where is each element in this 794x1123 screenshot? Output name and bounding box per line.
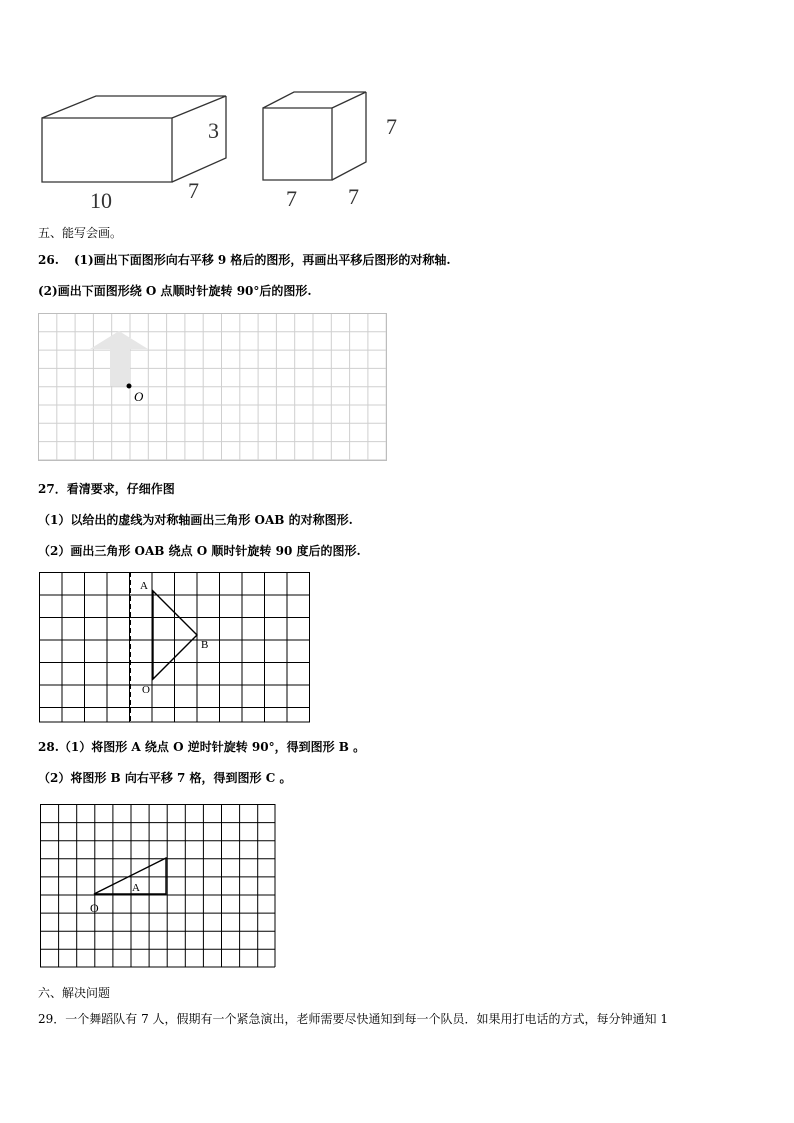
cuboid-figure-1 (36, 90, 236, 220)
box1-height-label: 3 (208, 118, 219, 143)
box2-height-label: 7 (386, 114, 397, 139)
q28-part1: 28.（1）将图形 A 绕点 O 逆时针旋转 90°，得到图形 B 。 (38, 740, 366, 754)
arrow-shape (90, 331, 148, 386)
q26-part1: (1)画出下面图形向右平移 9 格后的图形，再画出平移后图形的对称轴. (74, 253, 451, 267)
q26-grid (38, 313, 390, 463)
label-a: A (140, 580, 148, 592)
box2-length-label: 7 (286, 186, 297, 211)
box1-width-label: 7 (188, 178, 199, 203)
label-b: B (201, 639, 209, 651)
point-o (127, 384, 132, 389)
q28-part2: （2）将图形 B 向右平移 7 格，得到图形 C 。 (38, 771, 292, 785)
point-o-label: O (134, 389, 144, 404)
triangle-a (94, 858, 166, 894)
q26-number: 26. (38, 253, 59, 267)
box2-width-label: 7 (348, 184, 359, 209)
q27-part2: （2）画出三角形 OAB 绕点 O 顺时针旋转 90 度后的图形. (38, 544, 361, 558)
q27-part1: （1）以给出的虚线为对称轴画出三角形 OAB 的对称图形. (38, 513, 353, 527)
q27-grid (39, 572, 313, 724)
section6-title: 六、解决问题 (38, 986, 111, 1000)
box1-length-label: 10 (90, 188, 112, 213)
label-a: A (132, 882, 140, 894)
q29-text: 29．一个舞蹈队有 7 人，假期有一个紧急演出，老师需要尽快通知到每一个队员．如果用打电话的方式，每分钟通知 1 (38, 1012, 668, 1026)
q28-grid (40, 804, 276, 970)
section5-title: 五、能写会画。 (38, 226, 123, 240)
label-o: O (90, 901, 99, 915)
q26-part2: (2)画出下面图形绕 O 点顺时针旋转 90°后的图形. (38, 284, 312, 298)
cube-figure-2 (258, 88, 378, 188)
q27-title: 27．看清要求，仔细作图 (38, 482, 175, 496)
label-o: O (142, 684, 150, 696)
